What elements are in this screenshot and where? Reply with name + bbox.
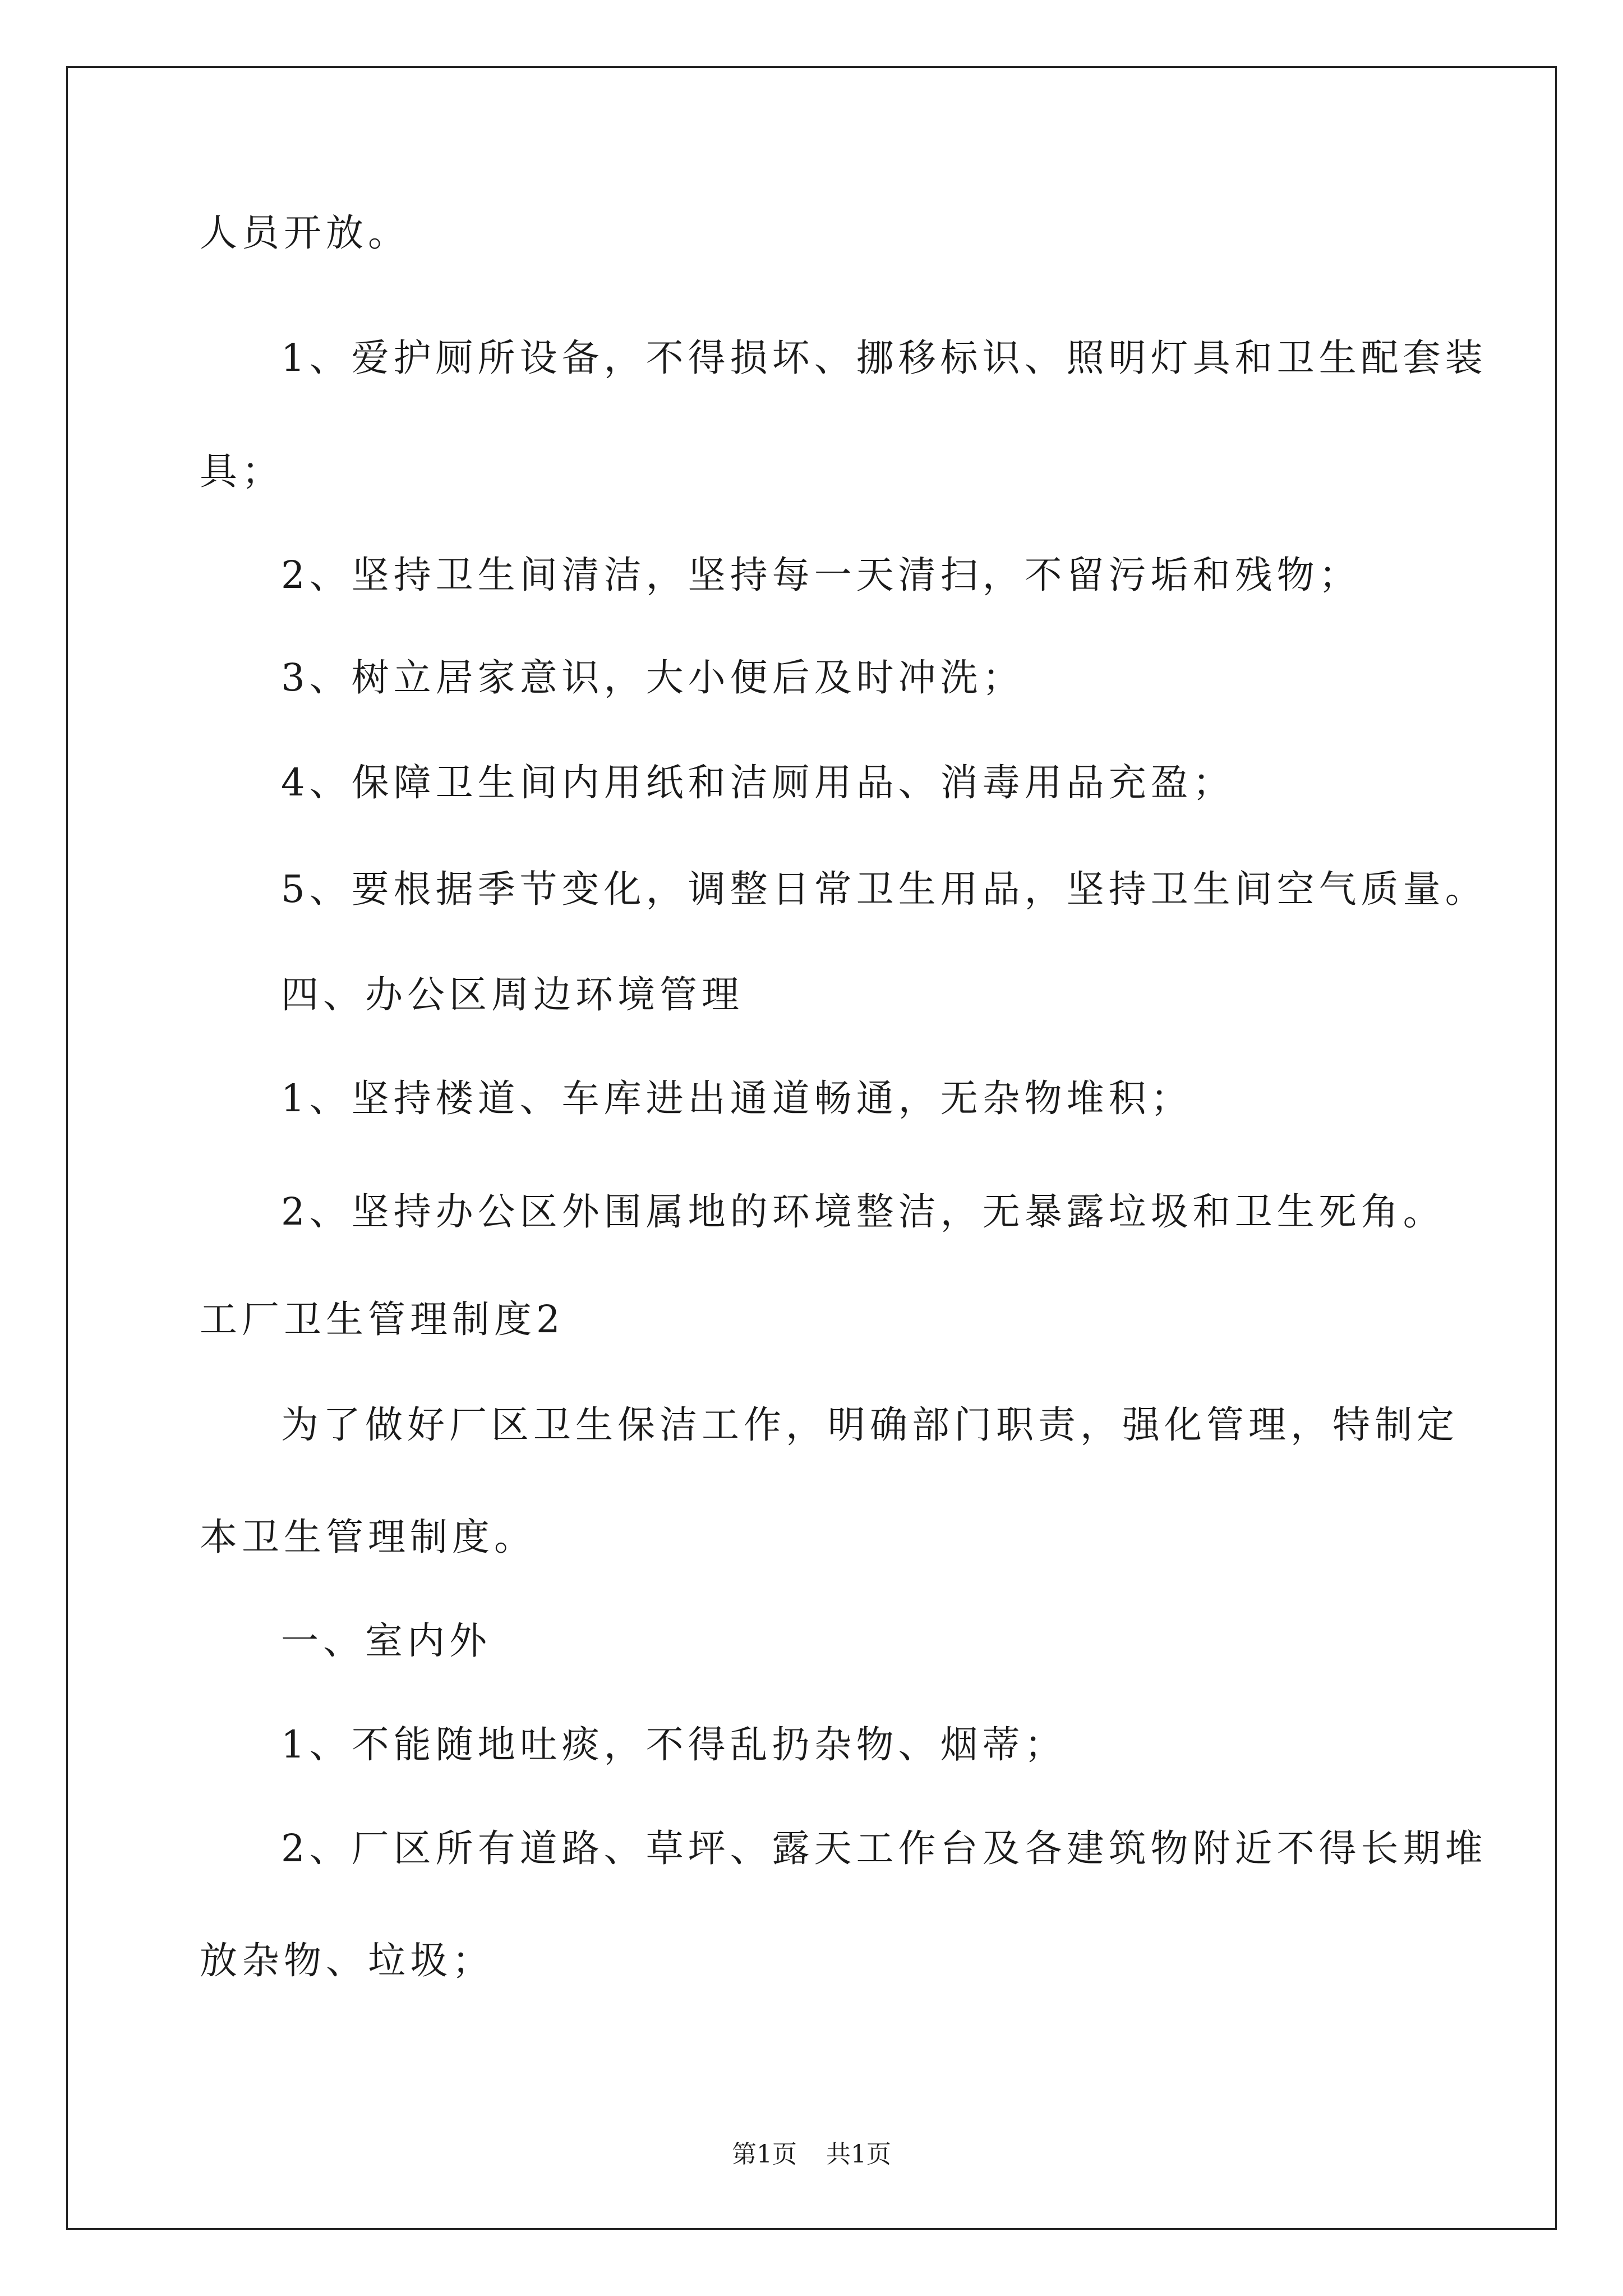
text-line: 5、要根据季节变化，调整日常卫生用品，坚持卫生间空气质量。 <box>281 867 1487 911</box>
text-line: 2、坚持办公区外围属地的环境整洁，无暴露垃圾和卫生死角。 <box>281 1190 1445 1234</box>
page-number: 第1页 <box>732 2140 797 2169</box>
text-line: 为了做好厂区卫生保洁工作，明确部门职责，强化管理，特制定 <box>281 1403 1459 1447</box>
text-line: 1、坚持楼道、车库进出通道畅通，无杂物堆积； <box>281 1076 1193 1120</box>
text-line: 1、不能随地吐痰，不得乱扔杂物、烟蒂； <box>281 1723 1067 1766</box>
section-heading: 四、办公区周边环境管理 <box>281 973 744 1016</box>
text-line: 2、坚持卫生间清洁，坚持每一天清扫，不留污垢和残物； <box>281 553 1361 597</box>
text-line: 1、爱护厕所设备，不得损坏、挪移标识、照明灯具和卫生配套装 <box>281 336 1487 380</box>
text-line: 人员开放。 <box>200 211 410 255</box>
text-line: 具； <box>200 449 284 493</box>
text-line: 2、厂区所有道路、草坪、露天工作台及各建筑物附近不得长期堆 <box>281 1826 1487 1870</box>
text-line: 放杂物、垃圾； <box>200 1939 494 1982</box>
text-line: 4、保障卫生间内用纸和洁厕用品、消毒用品充盈； <box>281 761 1235 804</box>
text-line: 本卫生管理制度。 <box>200 1515 536 1559</box>
section-heading: 一、室内外 <box>281 1619 491 1663</box>
page-total: 共1页 <box>826 2140 891 2169</box>
page-border <box>66 66 1557 2230</box>
document-subtitle: 工厂卫生管理制度2 <box>200 1297 565 1341</box>
text-line: 3、树立居家意识，大小便后及时冲洗； <box>281 656 1025 700</box>
page-footer <box>0 2140 1623 2169</box>
